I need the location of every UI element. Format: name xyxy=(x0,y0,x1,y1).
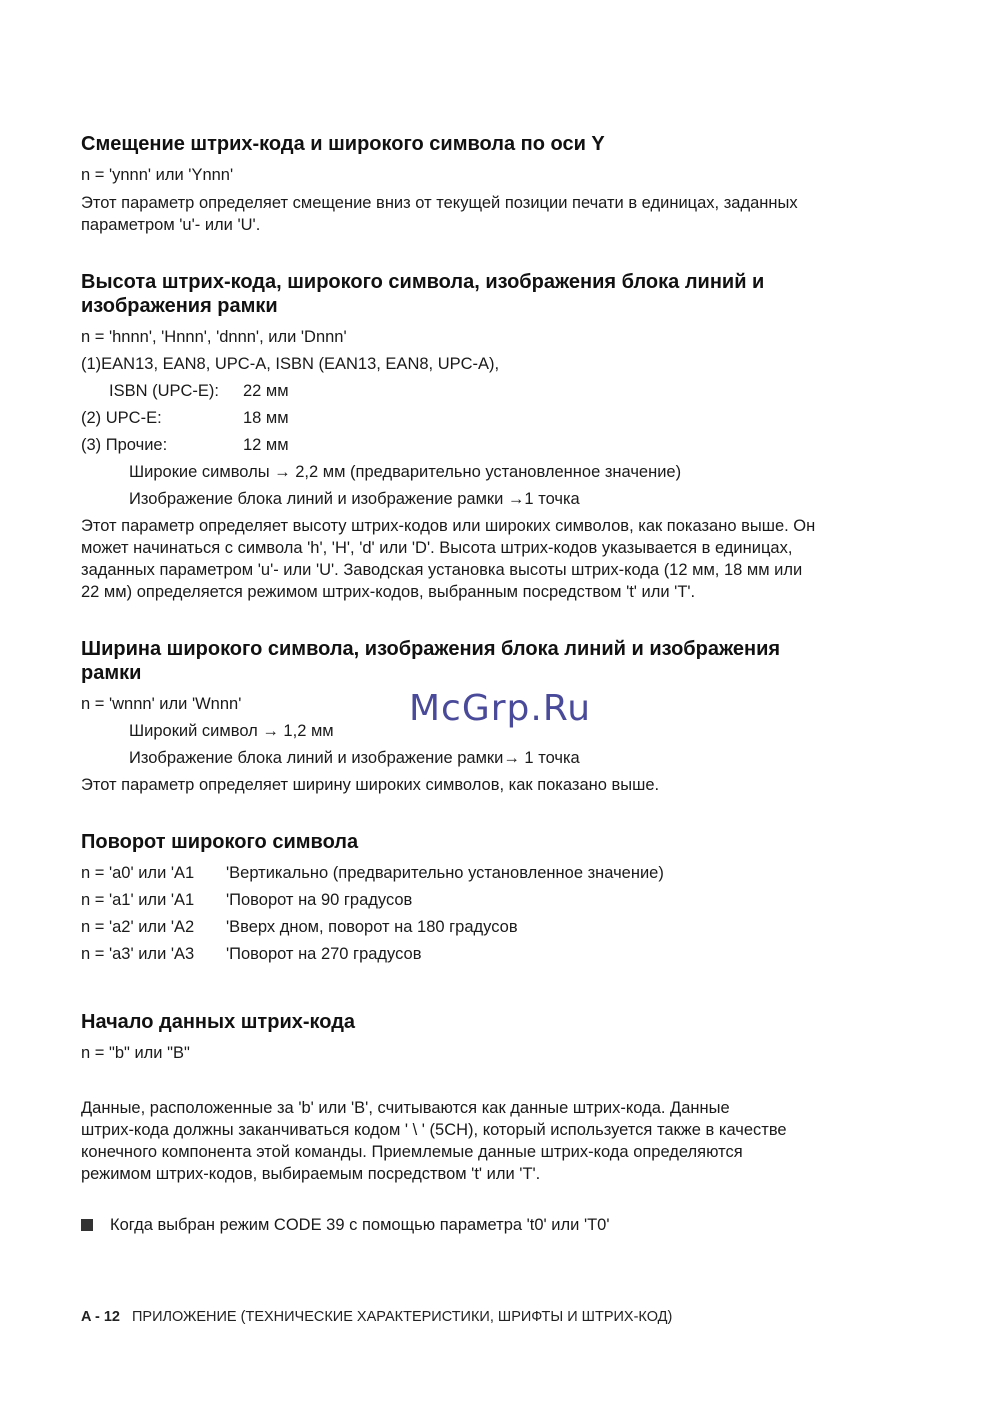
square-bullet-icon xyxy=(81,1219,93,1231)
width-block-note: Изображение блока линий и изображение рамки→ 1 точка xyxy=(129,749,580,767)
watermark-logo: McGrp.Ru xyxy=(409,688,592,729)
section-heading-start: Начало данных штрих-кода xyxy=(81,1011,356,1033)
height-desc-line-2: может начинаться с символа 'h', 'H', 'd' или 'D'. Высота штрих-кодов указывается в единицах, xyxy=(81,539,793,557)
height-desc-line-3: заданных параметром 'u'- или 'U'. Заводская установка высоты штрих-кода (12 мм, 18 мм или xyxy=(81,561,803,579)
start-syntax: n = "b" или "B" xyxy=(81,1044,190,1062)
section-heading-height-1: Высота штрих-кода, широкого символа, изображения блока линий и xyxy=(81,271,765,293)
y-offset-syntax: n = 'ynnn' или 'Ynnn' xyxy=(81,166,234,184)
height-item-1-value: 22 мм xyxy=(243,382,289,400)
y-offset-desc-line-2: параметром 'u'- или 'U'. xyxy=(81,216,261,234)
height-item-2-label: (2) UPC-E: xyxy=(81,409,162,427)
section-heading-rotation: Поворот широкого символа xyxy=(81,831,359,853)
rotation-desc: 'Вверх дном, поворот на 180 градусов xyxy=(226,918,518,936)
page-footer xyxy=(81,1308,672,1326)
section-heading-width-2: рамки xyxy=(81,662,142,684)
height-desc-line-4: 22 мм) определяется режимом штрих-кодов, выбранным посредством 't' или 'T'. xyxy=(81,583,696,601)
start-desc-line-3: конечного компонента этой команды. Приемлемые данные штрих-кода определяются xyxy=(81,1143,743,1161)
rotation-code: n = 'a1' или 'A1 xyxy=(81,891,195,909)
start-bullet-text: Когда выбран режим CODE 39 с помощью параметра 't0' или 'T0' xyxy=(110,1216,610,1234)
height-item-1-line-1: (1)EAN13, EAN8, UPC-A, ISBN (EAN13, EAN8, UPC-A), xyxy=(81,355,500,373)
rotation-desc: 'Поворот на 270 градусов xyxy=(226,945,422,963)
start-desc-line-4: режимом штрих-кодов, выбираемым посредством 't' или 'T'. xyxy=(81,1165,541,1183)
footer-title: ПРИЛОЖЕНИЕ (ТЕХНИЧЕСКИЕ ХАРАКТЕРИСТИКИ, ШРИФТЫ И ШТРИХ-КОД) xyxy=(131,1309,673,1325)
section-heading-height-2: изображения рамки xyxy=(81,295,278,317)
section-heading-width-1: Ширина широкого символа, изображения блока линий и изображения xyxy=(81,638,781,660)
rotation-desc: 'Поворот на 90 градусов xyxy=(226,891,413,909)
rotation-code: n = 'a2' или 'A2 xyxy=(81,918,195,936)
rotation-code: n = 'a3' или 'A3 xyxy=(81,945,195,963)
height-desc-line-1: Этот параметр определяет высоту штрих-кодов или широких символов, как показано выше. Он xyxy=(81,517,816,535)
rotation-desc: 'Вертикально (предварительно установленное значение) xyxy=(226,864,664,882)
height-item-3-value: 12 мм xyxy=(243,436,289,454)
start-desc-line-2: штрих-кода должны заканчиваться кодом ' \ ' (5CH), который используется также в качестве xyxy=(81,1121,787,1139)
rotation-code: n = 'a0' или 'A1 xyxy=(81,864,195,882)
height-item-1-label: ISBN (UPC-E): xyxy=(109,382,220,400)
start-desc-line-1: Данные, расположенные за 'b' или 'B', считываются как данные штрих-кода. Данные xyxy=(81,1099,730,1117)
y-offset-desc-line-1: Этот параметр определяет смещение вниз от текущей позиции печати в единицах, заданных xyxy=(81,194,798,212)
section-heading-y-offset: Смещение штрих-кода и широкого символа по оси Y xyxy=(81,133,605,155)
page-number: A - 12 xyxy=(81,1309,120,1325)
height-item-3-label: (3) Прочие: xyxy=(81,436,168,454)
width-wide-note: Широкий символ → 1,2 мм xyxy=(129,722,334,740)
height-item-2-value: 18 мм xyxy=(243,409,289,427)
width-syntax: n = 'wnnn' или 'Wnnn' xyxy=(81,695,242,713)
height-wide-note: Широкие символы → 2,2 мм (предварительно установленное значение) xyxy=(129,463,682,481)
height-block-note: Изображение блока линий и изображение рамки →1 точка xyxy=(129,490,580,508)
width-desc: Этот параметр определяет ширину широких символов, как показано выше. xyxy=(81,776,660,794)
height-syntax: n = 'hnnn', 'Hnnn', 'dnnn', или 'Dnnn' xyxy=(81,328,347,346)
